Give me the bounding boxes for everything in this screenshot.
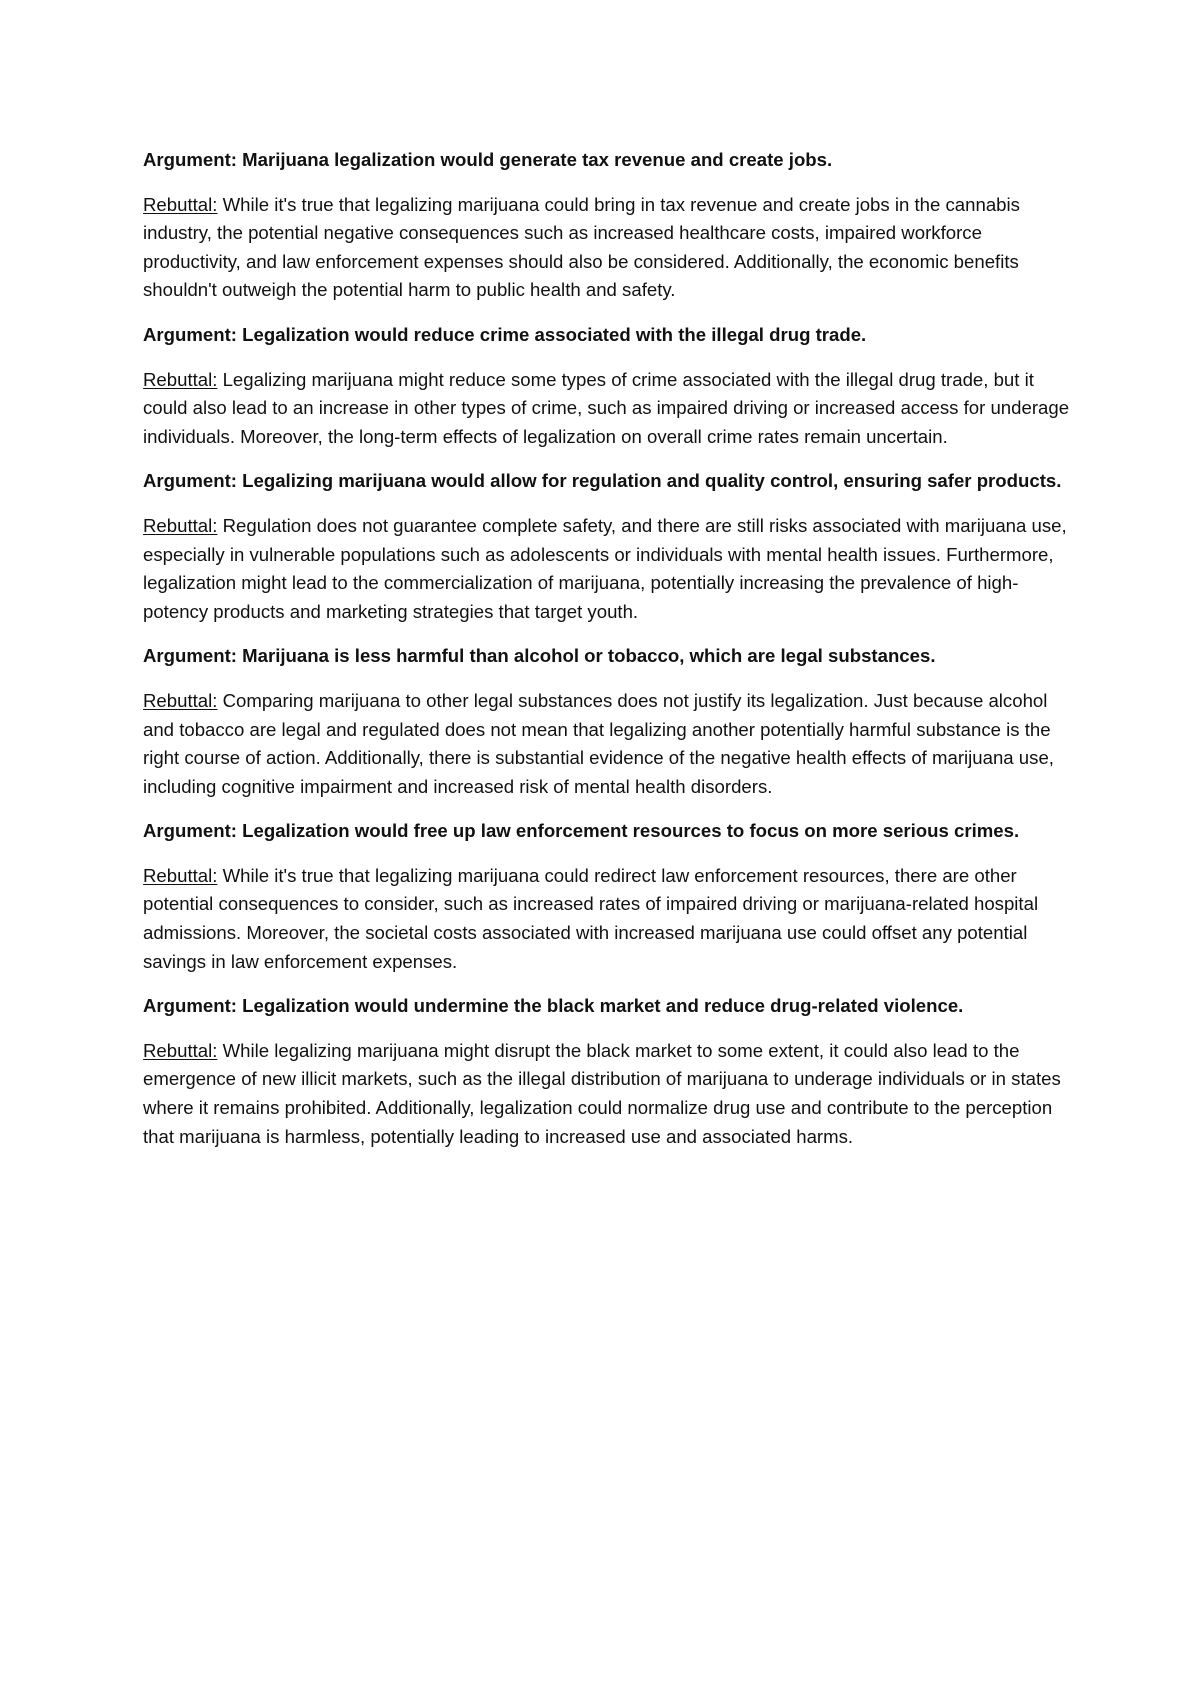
argument-heading: Argument: Legalization would reduce crime associated with the illegal drug trade. [143,323,867,345]
rebuttal-text: Comparing marijuana to other legal substances does not justify its legalization. Just because alcohol and tobacco are legal and regulated does not mean that legalizing another potentially harmful substance is the right course of action. Additionally, there is substantial evidence of the negative health effects of marijuana use, including cognitive impairment and increased risk of mental health disorders. [143,689,1054,797]
rebuttal-text: While it's true that legalizing marijuana could redirect law enforcement resources, there are other potential consequences to consider, such as increased rates of impaired driving or marijuana-related hospital admissions. Moreover, the societal costs associated with increased marijuana use could offset any potential savings in law enforcement expenses. [143,864,1039,972]
rebuttal-text: While legalizing marijuana might disrupt the black market to some extent, it could also lead to the emergence of new illicit markets, such as the illegal distribution of marijuana to underage individuals or in states where it remains prohibited. Additionally, legalization could normalize drug use and contribute to the perception that marijuana is harmless, potentially leading to increased use and associated harms. [143,1039,1061,1147]
rebuttal-label: Rebuttal: [143,1039,218,1061]
rebuttal-text: Legalizing marijuana might reduce some types of crime associated with the illegal drug trade, but it could also lead to an increase in other types of crime, such as impaired driving or increased access for underage individuals. Moreover, the long-term effects of legalization on overall crime rates remain uncertain. [143,368,1070,447]
rebuttal-paragraph [143,191,1073,305]
rebuttal-text: While it's true that legalizing marijuana could bring in tax revenue and create jobs in the cannabis industry, the potential negative consequences such as increased healthcare costs, impaired workforce productivity, and law enforcement expenses should also be considered. Additionally, the economic benefits shouldn't outweigh the potential harm to public health and safety. [143,193,1020,301]
rebuttal-paragraph [143,862,1073,976]
rebuttal-paragraph [143,366,1073,452]
argument-heading: Argument: Legalization would undermine the black market and reduce drug-related violence. [143,995,964,1017]
document-body [143,146,1073,1167]
rebuttal-paragraph [143,512,1073,626]
rebuttal-label: Rebuttal: [143,514,218,536]
argument-heading: Argument: Marijuana is less harmful than alcohol or tobacco, which are legal substances. [143,645,936,667]
rebuttal-label: Rebuttal: [143,368,218,390]
rebuttal-paragraph [143,687,1073,801]
argument-heading: Argument: Legalization would free up law enforcement resources to focus on more serious crimes. [143,820,1020,842]
rebuttal-label: Rebuttal: [143,689,218,711]
rebuttal-text: Regulation does not guarantee complete safety, and there are still risks associated with marijuana use, especially in vulnerable populations such as adolescents or individuals with mental health issues. Furthermore, legalization might lead to the commercialization of marijuana, potentially increasing the prevalence of high-potency products and marketing strategies that target youth. [143,514,1067,622]
argument-heading: Argument: Marijuana legalization would generate tax revenue and create jobs. [143,149,833,170]
rebuttal-label: Rebuttal: [143,864,218,886]
argument-heading: Argument: Legalizing marijuana would allow for regulation and quality control, ensuring safer products. [143,470,1062,492]
rebuttal-label: Rebuttal: [143,193,218,215]
rebuttal-paragraph [143,1037,1073,1151]
